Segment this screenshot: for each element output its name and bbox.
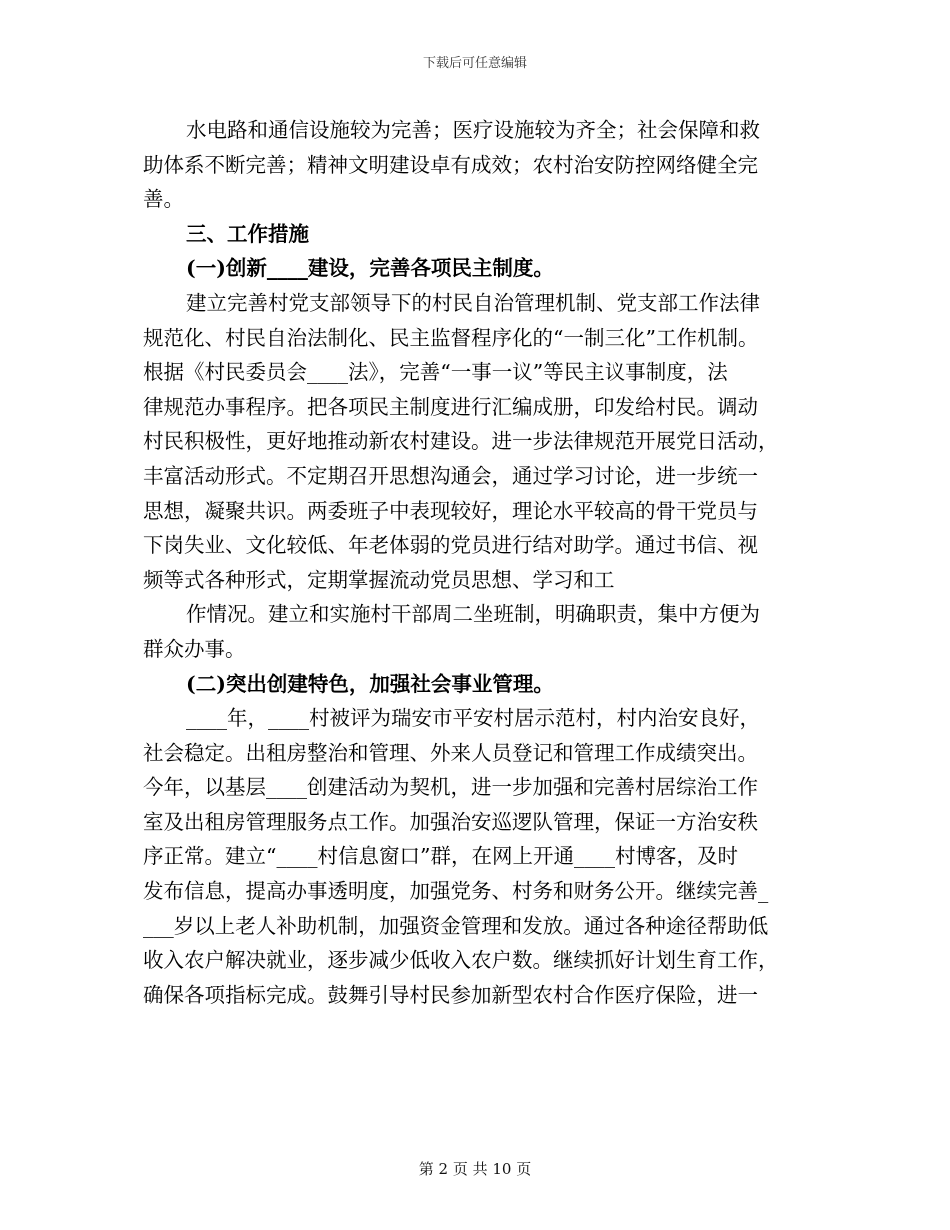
paragraph-line: 确保各项指标完成。鼓舞引导村民参加新型农村合作医疗保险，进一 [143, 982, 758, 1007]
paragraph-line: 下岗失业、文化较低、年老体弱的党员进行结对助学。通过书信、视 [143, 533, 758, 558]
paragraph-line: 善。 [143, 187, 184, 212]
paragraph-line: 频等式各种形式，定期掌握流动党员思想、学习和工 [143, 567, 615, 592]
paragraph-line: 序正常。建立“____村信息窗口”群，在网上开通____村博客，及时 [143, 844, 738, 869]
paragraph-line: ___岁以上老人补助机制，加强资金管理和发放。通过各种途径帮助低 [143, 913, 769, 938]
page-footer: 第 2 页 共 10 页 [418, 1160, 532, 1178]
paragraph-line: 室及出租房管理服务点工作。加强治安巡逻队管理，保证一方治安秩 [143, 809, 758, 834]
paragraph-line: 思想，凝聚共识。两委班子中表现较好，理论水平较高的骨干党员与 [143, 498, 758, 523]
paragraph-line: 律规范办事程序。把各项民主制度进行汇编成册，印发给村民。调动 [143, 394, 758, 419]
paragraph-line: 助体系不断完善；精神文明建设卓有成效；农村治安防控网络健全完 [143, 152, 758, 177]
paragraph-line: 社会稳定。出租房整治和管理、外来人员登记和管理工作成绩突出。 [143, 740, 758, 765]
paragraph-line: 村民积极性，更好地推动新农村建设。进一步法律规范开展党日活动， [143, 429, 779, 454]
section-heading: 三、工作措施 [186, 221, 309, 246]
paragraph-line: 水电路和通信设施较为完善；医疗设施较为齐全；社会保障和救 [186, 118, 760, 142]
paragraph-line: 建立完善村党支部领导下的村民自治管理机制、党支部工作法律 [186, 290, 760, 315]
page-header: 下载后可任意编辑 [422, 56, 527, 71]
paragraph-line: 根据《村民委员会____法》，完善“一事一议”等民主议事制度，法 [143, 360, 728, 385]
paragraph-line: 丰富活动形式。不定期召开思想沟通会，通过学习讨论，进一步统一 [143, 463, 758, 488]
paragraph-line: 群众办事。 [143, 636, 246, 661]
paragraph-line: 作情况。建立和实施村干部周二坐班制，明确职责，集中方便为 [186, 602, 760, 627]
paragraph-line: 收入农户解决就业，逐步减少低收入农户数。继续抓好计划生育工作， [143, 948, 779, 973]
paragraph-line: 发布信息，提高办事透明度，加强党务、村务和财务公开。继续完善_ [143, 879, 769, 904]
paragraph-line: 规范化、村民自治法制化、民主监督程序化的“一制三化”工作机制。 [143, 325, 759, 350]
document-body [143, 113, 803, 1012]
paragraph-line: ____年，____村被评为瑞安市平安村居示范村，村内治安良好， [186, 706, 760, 731]
paragraph-line: 今年，以基层____创建活动为契机，进一步加强和完善村居综治工作 [143, 775, 758, 800]
section-heading: (二)突出创建特色，加强社会事业管理。 [186, 671, 554, 696]
section-heading: (一)创新____建设，完善各项民主制度。 [186, 256, 554, 281]
